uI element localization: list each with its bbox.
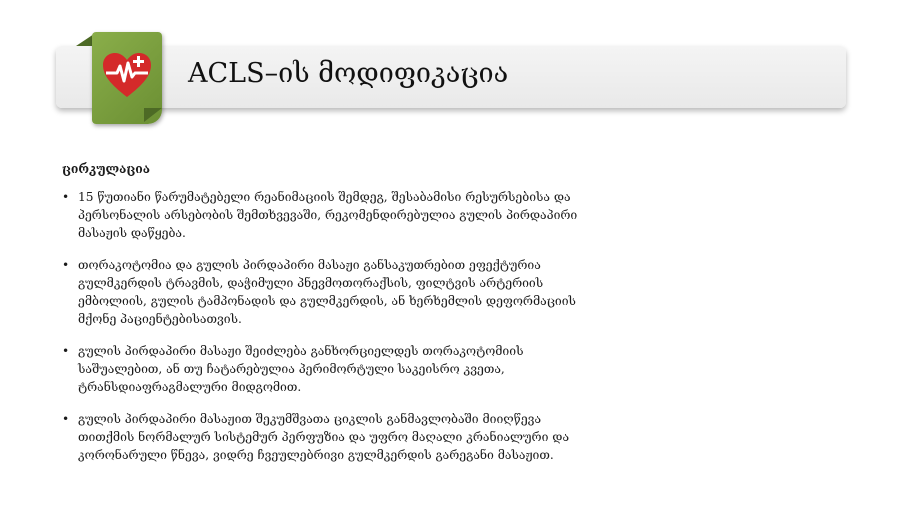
list-item: [62, 256, 582, 328]
bullet-list: [62, 188, 582, 464]
slide-title: ACLS–ის მოდიფიკაცია: [188, 58, 509, 89]
list-item: [62, 410, 582, 464]
bullet-icon: •: [62, 258, 70, 272]
bullet-icon: •: [62, 344, 70, 358]
bullet-text: თორაკოტომია და გულის პირდაპირი მასაჟი განსაკუთრებით ეფექტურია გულმკერდის ტრავმის, დაჭიმული პნევმოთორაქსის, ფილტვის არტერიის ემბოლიის, გულის ტამპონადის და გულმკერდის, ან ხერხემლის დეფორმაციის მქონე პაციენტებისათვის.: [78, 258, 576, 326]
list-item: [62, 188, 582, 242]
badge-tail: [144, 108, 162, 122]
bullet-text: გულის პირდაპირი მასაჟი შეიძლება განხორციელდეს თორაკოტომიის საშუალებით, ან თუ ჩატარებულია პერიმორტული საკეისრო კვეთა, ტრანსდიაფრაგმალური მიდგომით.: [78, 344, 524, 394]
heart-ecg-icon: [100, 51, 154, 105]
slide-content: [62, 160, 582, 478]
section-heading: ცირკულაცია: [62, 162, 151, 176]
bullet-text: 15 წუთიანი წარუმატებელი რეანიმაციის შემდეგ, შესაბამისი რესურსებისა და პერსონალის არსებობის შემთხვევაში, რეკომენდირებულია გულის პირდაპირი მასაჟის დაწყება.: [78, 190, 578, 240]
bullet-icon: •: [62, 190, 70, 204]
list-item: [62, 342, 582, 396]
bullet-text: გულის პირდაპირი მასაჟით შეკუმშვათა ციკლის განმავლობაში მიიღწევა თითქმის ნორმალურ სისტემურ პერფუზია და უფრო მაღალი კრანიალური და კორონარული წნევა, ვიდრე ჩვეულებრივი გულმკერდის გარეგანი მასაჟით.: [78, 412, 570, 462]
bullet-icon: •: [62, 412, 70, 426]
